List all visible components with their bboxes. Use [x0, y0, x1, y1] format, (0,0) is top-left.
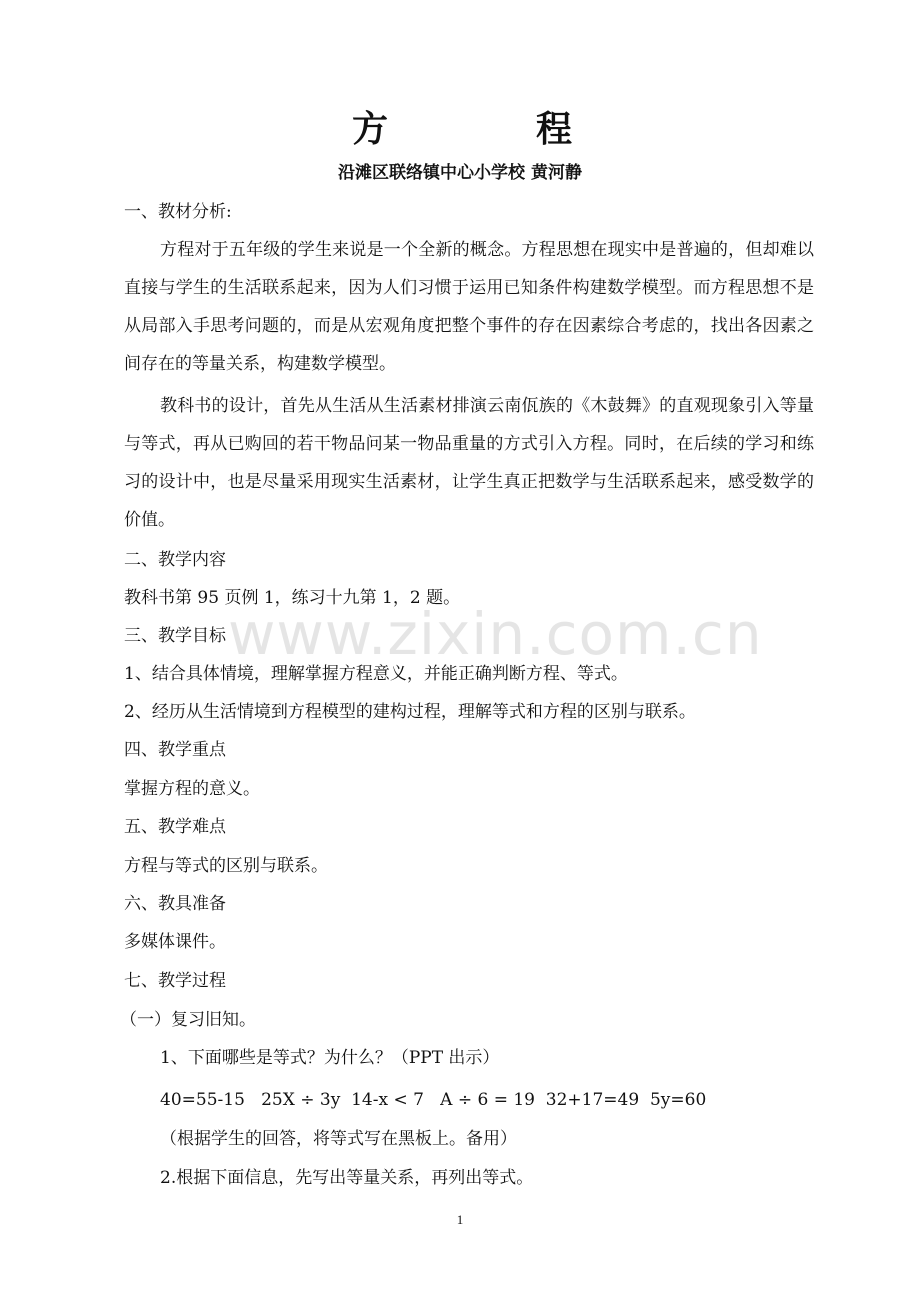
author-line: 沿滩区联络镇中心小学校 黄河静: [338, 163, 582, 183]
section-heading-key-point: 四、教学重点: [124, 740, 226, 760]
watermark: www.zixin.com.cn: [228, 600, 763, 668]
section-heading-analysis: 一、教材分析:: [124, 202, 232, 222]
section-heading-process: 七、教学过程: [124, 971, 226, 991]
teacher-note: （根据学生的回答，将等式写在黑板上。备用）: [160, 1129, 517, 1149]
goal-item-2: 2、经历从生活情境到方程模型的建构过程，理解等式和方程的区别与联系。: [124, 702, 696, 722]
title-char-1: 方: [352, 109, 389, 150]
goal-item-1: 1、结合具体情境，理解掌握方程意义，并能正确判断方程、等式。: [124, 664, 628, 684]
page-number: 1: [456, 1212, 464, 1227]
paragraph-analysis-1: 方程对于五年级的学生来说是一个全新的概念。方程思想在现实中是普遍的，但却难以直接与学生的生活联系起来，因为人们习惯于运用已知条件构建数学模型。而方程思想不是从局部入手思考问题的，而是从宏观角度把整个事件的存在因素综合考虑的，找出各因素之间存在的等量关系，构建数学模型。: [124, 240, 814, 374]
difficulty-text: 方程与等式的区别与联系。: [124, 856, 328, 876]
process-subheading-review: （一）复习旧知。: [120, 1010, 256, 1030]
key-point-text: 掌握方程的意义。: [124, 779, 260, 799]
equations-list: 40=55-15 25X ÷ 3y 14-x < 7 A ÷ 6 = 19 32+17=49 5y=60: [160, 1090, 707, 1110]
section-heading-goals: 三、教学目标: [124, 626, 226, 646]
materials-text: 多媒体课件。: [124, 932, 226, 952]
title-char-2: 程: [536, 109, 573, 150]
question-1: 1、下面哪些是等式？为什么？（PPT 出示）: [160, 1048, 500, 1068]
section-content-text: 教科书第 95 页例 1，练习十九第 1，2 题。: [124, 588, 461, 608]
section-heading-difficulty: 五、教学难点: [124, 817, 226, 837]
section-heading-content: 二、教学内容: [124, 550, 226, 570]
question-2: 2.根据下面信息，先写出等量关系，再列出等式。: [160, 1168, 534, 1188]
paragraph-analysis-2: 教科书的设计，首先从生活从生活素材排演云南佤族的《木鼓舞》的直观现象引入等量与等式，再从已购回的若干物品问某一物品重量的方式引入方程。同时，在后续的学习和练习的设计中，也是尽量采用现实生活素材，让学生真正把数学与生活联系起来，感受数学的价值。: [124, 396, 814, 530]
section-heading-materials: 六、教具准备: [124, 894, 226, 914]
